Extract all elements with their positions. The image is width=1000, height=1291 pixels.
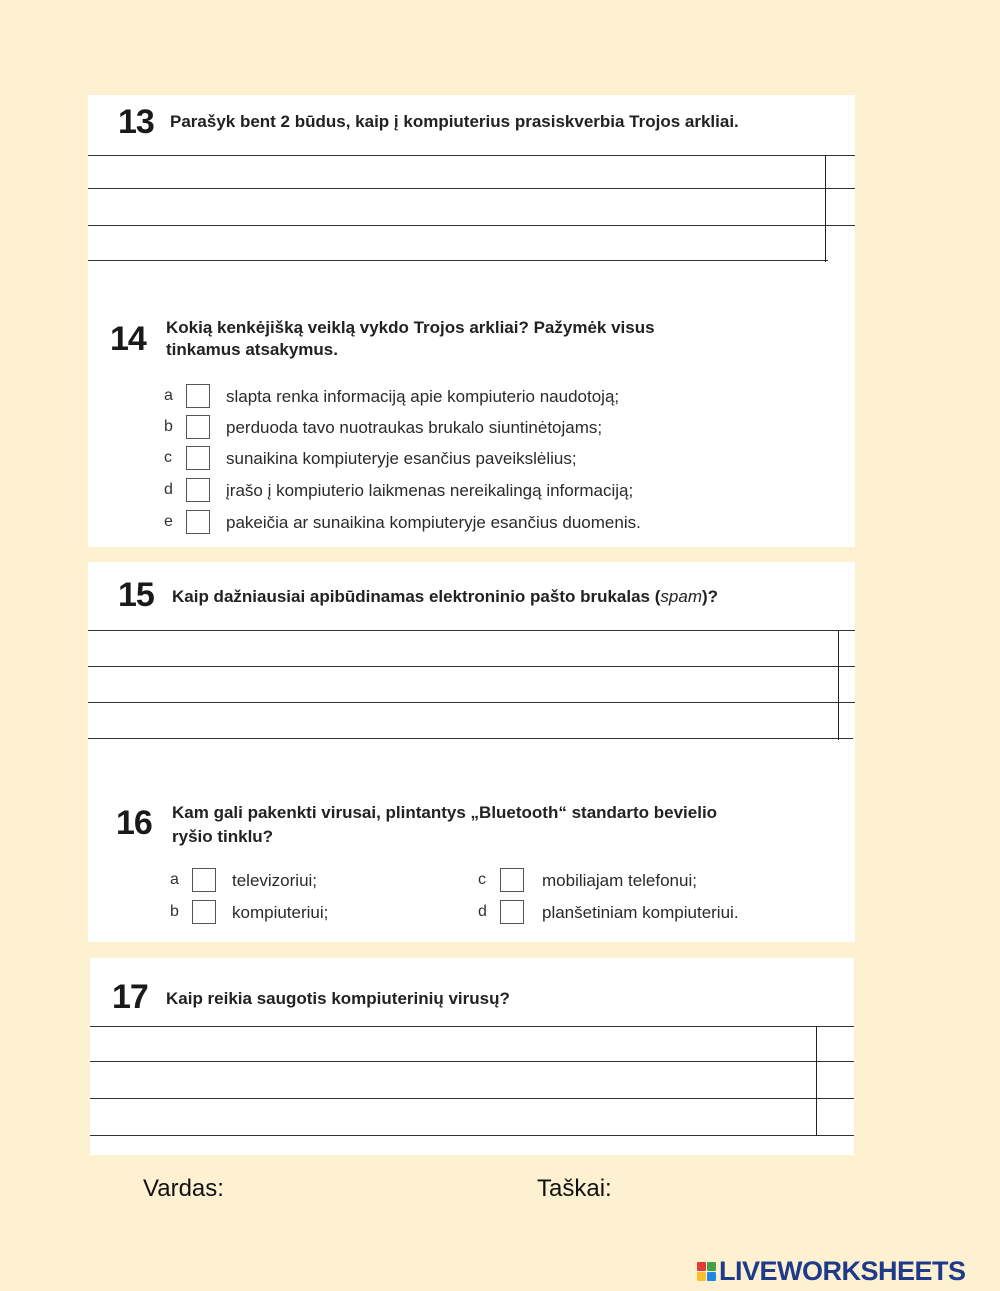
option-text: perduoda tavo nuotraukas brukalo siuntinėtojams; xyxy=(226,418,603,437)
question-13-card xyxy=(88,95,855,265)
checkbox[interactable] xyxy=(500,900,524,924)
option-letter: e xyxy=(164,513,173,530)
answer-line[interactable] xyxy=(90,1061,854,1062)
answer-line[interactable] xyxy=(88,702,855,703)
question-number: 14 xyxy=(110,320,146,358)
logo-letter-tile xyxy=(707,1262,716,1271)
question-number: 16 xyxy=(116,804,152,842)
question-text xyxy=(172,586,718,608)
option-letter: b xyxy=(170,903,179,920)
question-text-part: )? xyxy=(701,587,719,606)
question-text-line2: ryšio tinklu? xyxy=(172,827,274,846)
question-number: 15 xyxy=(118,576,154,614)
checkbox[interactable] xyxy=(192,900,216,924)
question-text-line1: Kokią kenkėjišką veiklą vykdo Trojos arkliai? Pažymėk visus xyxy=(166,318,655,337)
option-letter: a xyxy=(164,387,173,404)
answer-line[interactable] xyxy=(88,225,855,226)
option-letter: a xyxy=(170,871,179,888)
answer-line[interactable] xyxy=(88,630,855,631)
name-label: Vardas: xyxy=(143,1175,224,1202)
checkbox[interactable] xyxy=(186,510,210,534)
question-text-part: Kaip dažniausiai apibūdinamas elektroninio pašto brukalas ( xyxy=(172,587,661,606)
answer-line[interactable] xyxy=(88,188,855,189)
option-text: pakeičia ar sunaikina kompiuteryje esančius duomenis. xyxy=(226,513,641,532)
question-text-italic: spam xyxy=(660,587,702,606)
question-14-card xyxy=(88,265,855,547)
answer-line[interactable] xyxy=(88,666,855,667)
question-text-line1: Kam gali pakenkti virusai, plintantys „Bluetooth“ standarto bevielio xyxy=(172,803,718,822)
option-text: sunaikina kompiuteryje esančius paveikslėlius; xyxy=(226,449,577,468)
margin-bar xyxy=(838,630,839,740)
option-text: kompiuteriui; xyxy=(232,903,329,922)
answer-line[interactable] xyxy=(90,1135,854,1136)
answer-line[interactable] xyxy=(88,155,855,156)
question-text-line2: tinkamus atsakymus. xyxy=(166,340,338,359)
checkbox[interactable] xyxy=(186,446,210,470)
option-letter: c xyxy=(478,871,486,888)
answer-line[interactable] xyxy=(88,260,828,261)
checkbox[interactable] xyxy=(192,868,216,892)
answer-line[interactable] xyxy=(88,738,853,739)
option-letter: d xyxy=(478,903,487,920)
checkbox[interactable] xyxy=(500,868,524,892)
question-17-card xyxy=(90,958,854,1155)
logo-letter-tile xyxy=(697,1272,706,1281)
question-text: Kaip reikia saugotis kompiuterinių virusų? xyxy=(166,989,510,1008)
margin-bar xyxy=(825,155,826,262)
option-text: įrašo į kompiuterio laikmenas nereikalingą informaciją; xyxy=(226,481,634,500)
answer-line[interactable] xyxy=(90,1098,854,1099)
question-16-card xyxy=(88,742,855,942)
points-label: Taškai: xyxy=(537,1175,612,1202)
logo-wordmark: LIVEWORKSHEETS xyxy=(719,1255,966,1286)
logo-grid-icon xyxy=(697,1262,716,1281)
question-number: 13 xyxy=(118,103,154,141)
checkbox[interactable] xyxy=(186,478,210,502)
logo-letter-tile xyxy=(707,1272,716,1281)
liveworksheets-logo xyxy=(697,1256,966,1286)
option-letter: d xyxy=(164,481,173,498)
question-15-card xyxy=(88,562,855,742)
option-text: mobiliajam telefonui; xyxy=(542,871,697,890)
question-number: 17 xyxy=(112,978,148,1016)
option-text: televizoriui; xyxy=(232,871,318,890)
logo-letter-tile xyxy=(697,1262,706,1271)
checkbox[interactable] xyxy=(186,415,210,439)
margin-bar xyxy=(816,1026,817,1136)
checkbox[interactable] xyxy=(186,384,210,408)
question-text: Parašyk bent 2 būdus, kaip į kompiuterius prasiskverbia Trojos arkliai. xyxy=(170,112,739,131)
option-letter: c xyxy=(164,449,172,466)
option-letter: b xyxy=(164,418,173,435)
answer-line[interactable] xyxy=(90,1026,854,1027)
option-text: planšetiniam kompiuteriui. xyxy=(542,903,739,922)
option-text: slapta renka informaciją apie kompiuterio naudotoją; xyxy=(226,387,620,406)
